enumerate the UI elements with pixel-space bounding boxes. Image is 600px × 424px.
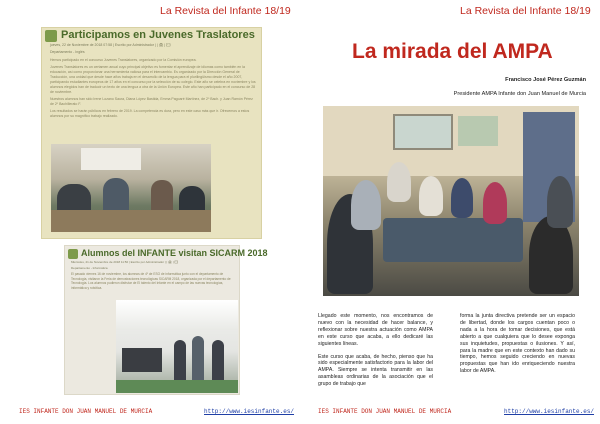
footer-school-name: IES INFANTE DON JUAN MANUEL DE MURCIA: [19, 408, 153, 415]
photo-person: [351, 180, 381, 230]
photo-person: [151, 180, 173, 210]
footer-school-name: IES INFANTE DON JUAN MANUEL DE MURCIA: [318, 408, 452, 415]
photo-meeting-table: [383, 218, 523, 262]
article-paragraph: forma la junta directiva pretende ser un espacio de libertad, donde los cargos cuentan poco o nada a la hora de tomar decisiones, que está abierto a que cualquiera que lo desee exponga sus inquietudes, propuestas o ilusiones. Y así, para la madre que en este contexto han dado su tiempo, hemos seguido creciendo en nuevas propuestas que han ido enriqueciendo nuestra labor de AMPA.: [460, 313, 575, 375]
photo-noticeboard: [458, 116, 498, 146]
author-name: Francisco José Pérez Guzmán: [505, 77, 586, 83]
photo-desk: [51, 210, 211, 232]
fair-photo: [116, 300, 238, 393]
clipping-title: Alumnos del INFANTE visitan SICARM 2018: [81, 248, 268, 258]
clipping-paragraph: Hemos participado en el concurso Juvenes Translatores, organizado por la Comisión europea.: [50, 58, 197, 62]
clipping-title: Participamos en Juvenes Traslatores: [61, 29, 255, 41]
clipping-category: Departamento - Informática: [71, 266, 108, 270]
photo-person: [451, 178, 473, 218]
footer-website-link[interactable]: http://www.iesinfante.es/: [504, 408, 595, 415]
article-column-right: [460, 313, 575, 381]
classroom-photo: [51, 144, 211, 232]
clipping-paragraph: El pasado viernes 16 de noviembre, los alumnos de 4º de ESO de informática junto con el departamento de Tecnología, visitaron la Feria de demostraciones tecnológicas SICARM 2018, organizada por el departamento de Tecnología. Los alumnos pudieron disfrutar de El talento del Infante en el campo de las nuevas tecnologías, informática y robótica.: [71, 272, 231, 290]
running-head: La Revista del Infante 18/19: [460, 5, 591, 17]
clipping-body: [50, 58, 256, 121]
photo-person: [192, 336, 204, 380]
running-head: La Revista del Infante 18/19: [160, 5, 291, 17]
photo-person: [174, 340, 186, 380]
clipping-paragraph: Nuestros alumnos han sido Irene Lozano Saura, Diana López Bastida, Emma Pagoaré Martínez, de 2º Bach. y Juan Ramón Pérez de 2º Bachillerato F.: [50, 97, 253, 106]
news-clipping-translators: [41, 27, 262, 239]
author-role: Presidente AMPA Infante don Juan Manuel de Murcia: [453, 91, 586, 97]
clipping-category: Departamento - Inglés: [50, 50, 85, 54]
photo-whiteboard: [81, 148, 141, 170]
photo-tent: [116, 300, 238, 330]
photo-person: [387, 162, 411, 202]
photo-person: [212, 340, 224, 380]
clipping-paragraph: Los resultados se harán públicos en febrero de 2019. La competencia es dura, pero en este caso más que ir. Ofrecemos a estos alumnos por su magnífico trabajo realizado.: [50, 109, 250, 118]
ampa-meeting-photo: [323, 106, 579, 296]
footer-website-link[interactable]: http://www.iesinfante.es/: [204, 408, 295, 415]
clipping-paragraph: Juvenes Translatores es un certamen anual cuyo principal objetivo es fomentar el aprendizaje de idiomas como también en la educación, así como proporcionar una herramienta valiosa para el intercambio. Es organizado por la Dirección General de Traducción, una unidad que desde hace años trabaja en el desarrollo de la lengua para el plurilingüismo desde el año 2007, participando estudiantes europeos de 17 años en el concurso por la selección de su colegio. Este año se celebra en noviembre y los alumnos elegidos han de traducir un texto de una lengua a otra de la Unión Europea. Este año han participado en el concurso de 28 de noviembre.: [50, 65, 256, 94]
photo-person: [483, 182, 507, 224]
photo-floor: [116, 380, 238, 393]
article-paragraph: Llegado este momento, nos encontramos de nuevo con la necesidad de hacer balance, y reflexionar sobre nuestra actuación como AMPA en este curso que acaba, a ello dedicaré las siguientes líneas.: [318, 313, 433, 347]
photo-person: [419, 176, 443, 216]
article-paragraph: Este curso que acaba, de hecho, pienso que ha sido especialmente satisfactorio para la labor del AMPA. Siempre se intenta transmitir en las asambleas ordinarias de la asociación que el grupo de trabajo que: [318, 353, 433, 388]
article-title: La mirada del AMPA: [352, 40, 553, 63]
photo-window: [393, 114, 453, 150]
article-column-left: [318, 313, 433, 394]
article-icon: [68, 249, 78, 259]
clipping-meta: jueves, 22 de Noviembre de 2018 07:58 | Escrito por Administrador | | 🖨 | ✉: [50, 43, 171, 47]
photo-stand: [122, 348, 162, 372]
article-icon: [45, 30, 57, 42]
clipping-meta: Miércoles, 21 de Noviembre de 2018 11:50 | Escrito por Administrador | | 🖨 | ✉: [71, 260, 179, 264]
clipping-body: [71, 272, 235, 290]
photo-person: [547, 176, 573, 228]
right-page: [300, 0, 600, 424]
news-clipping-sicarm: [64, 245, 268, 395]
photo-person: [103, 178, 129, 214]
